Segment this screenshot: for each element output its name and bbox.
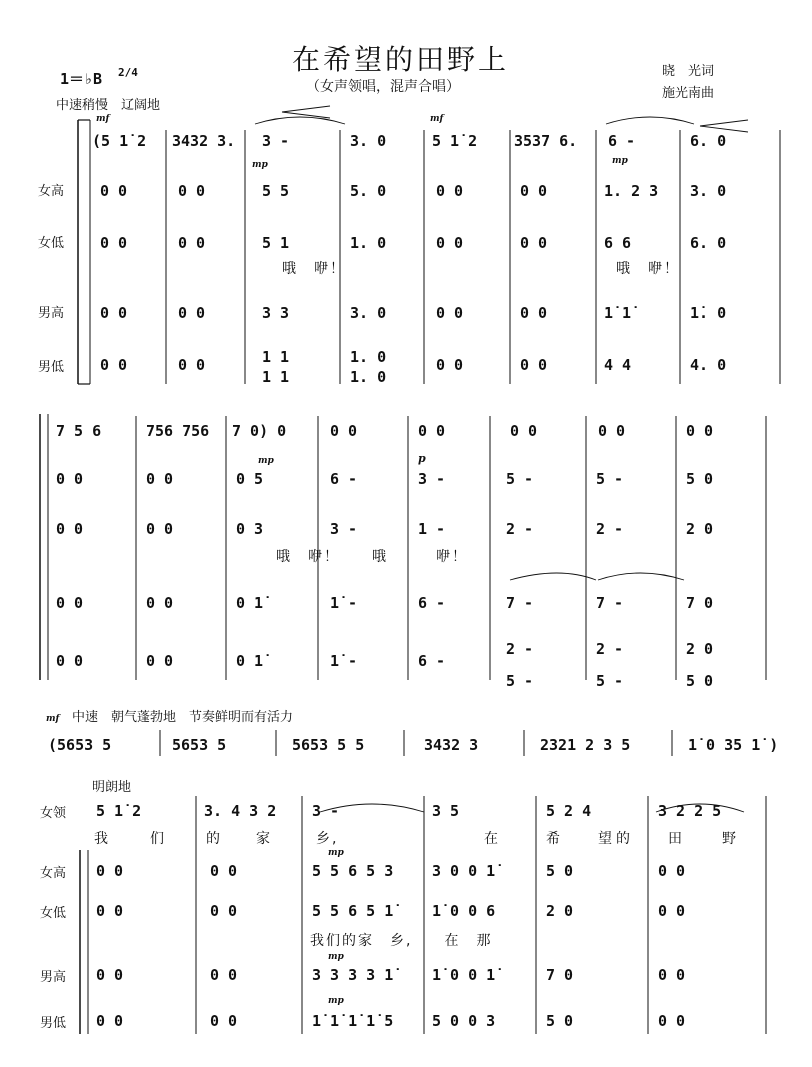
lyric-line: 哦 咿！ 哦 咿！ xyxy=(276,549,468,565)
lead-lyric: 我 xyxy=(94,831,110,847)
part-label-alto-1: 女低 xyxy=(38,236,65,251)
soprano-measure: 6 - xyxy=(330,470,358,488)
part-label-tenor-1: 男高 xyxy=(38,306,65,321)
intro-measure: 3537 6. xyxy=(514,132,578,150)
alto-measure: 6. 0 xyxy=(690,234,727,252)
interlude-measure: 1̇ 0 35 1̇ ) xyxy=(688,736,779,754)
bass-measure: 5 0 xyxy=(546,1012,574,1030)
dynamic-p: p xyxy=(418,452,426,465)
bass-measure: 4. 0 xyxy=(690,356,727,374)
soprano-measure: 5. 0 xyxy=(350,182,387,200)
bass-measure: 5 0 0 3 xyxy=(432,1012,496,1030)
alto-measure: 0 0 xyxy=(56,520,84,538)
lead-measure: 5 2 4 xyxy=(546,802,592,820)
alto-measure: 2 - xyxy=(506,520,534,538)
soprano-measure: 5 - xyxy=(506,470,534,488)
part-label-soprano-2: 女高 xyxy=(40,866,67,881)
soprano-measure: 5 0 xyxy=(686,470,714,488)
dynamic-mf: mf xyxy=(96,114,110,124)
tenor-measure: 0 0 xyxy=(178,304,206,322)
lyric-line: 哦 咿！ xyxy=(282,261,346,277)
soprano-measure: 0 0 xyxy=(100,182,128,200)
alto-measure: 0 0 xyxy=(210,902,238,920)
alto-measure: 2 0 xyxy=(546,902,574,920)
tempo-marking-2: 中速 朝气蓬勃地 节奏鲜明而有活力 xyxy=(72,710,294,725)
bass-measure: 0 0 xyxy=(658,1012,686,1030)
bass-measure-low: 1 1 xyxy=(262,368,290,386)
soprano-measure: 0 0 xyxy=(56,470,84,488)
tenor-measure: 3 3 xyxy=(262,304,290,322)
bass-measure-low: 5 - xyxy=(506,672,534,690)
tenor-measure: 0 0 xyxy=(56,594,84,612)
tenor-measure: 6 - xyxy=(418,594,446,612)
dynamic-mp: mp xyxy=(258,456,274,466)
intro-measure: 0 0 xyxy=(418,422,446,440)
dynamic-mp: mp xyxy=(328,952,344,962)
bass-measure: 6 - xyxy=(418,652,446,670)
alto-measure: 5 1 xyxy=(262,234,290,252)
intro-measure: 3 - xyxy=(262,132,290,150)
alto-measure: 1. 0 xyxy=(350,234,387,252)
tenor-measure: 7 - xyxy=(596,594,624,612)
lead-lyric: 望 xyxy=(598,831,614,847)
song-title: 在希望的田野上 xyxy=(292,43,510,76)
interlude-measure: 3432 3 xyxy=(424,736,479,754)
soprano-measure: 0 0 xyxy=(96,862,124,880)
tenor-measure: 0 0 xyxy=(520,304,548,322)
alto-measure: 1̇ 0 0 6 xyxy=(432,902,496,920)
soprano-measure: 0 0 xyxy=(210,862,238,880)
soprano-measure: 0 0 xyxy=(658,862,686,880)
tenor-measure: 0 0 xyxy=(436,304,464,322)
intro-measure: 3. 0 xyxy=(350,132,387,150)
intro-measure: 3432 3. xyxy=(172,132,236,150)
part-label-alto-2: 女低 xyxy=(40,906,67,921)
lyric-line: 哦 咿！ xyxy=(616,261,680,277)
intro-measure: 0 0 xyxy=(330,422,358,440)
tenor-measure: 1̇. 0 xyxy=(690,304,727,322)
soprano-measure: 0 0 xyxy=(520,182,548,200)
bass-measure: 0 0 xyxy=(146,652,174,670)
tenor-measure: 3. 0 xyxy=(350,304,387,322)
composer-credit: 施光南曲 xyxy=(662,86,715,101)
bass-measure: 0 1̇ xyxy=(236,652,264,670)
lead-lyric: 田 xyxy=(668,831,684,847)
tenor-measure: 0 0 xyxy=(210,966,238,984)
dynamic-mp: mp xyxy=(612,156,628,166)
soprano-measure: 1. 2 3 xyxy=(604,182,659,200)
tenor-measure: 0 0 xyxy=(100,304,128,322)
part-label-bass-1: 男低 xyxy=(38,360,65,375)
alto-measure: 0 0 xyxy=(178,234,206,252)
bass-measure: 1 1 xyxy=(262,348,290,366)
intro-measure: 7 0) 0 xyxy=(232,422,287,440)
interlude-measure: 5653 5 5 xyxy=(292,736,365,754)
alto-measure: 5 5 6 5 1̇ xyxy=(312,902,394,920)
dynamic-mp: mp xyxy=(328,848,344,858)
lead-lyric: 们 xyxy=(150,831,166,847)
lead-lyric: 野 xyxy=(722,831,738,847)
key-signature: 1＝♭B xyxy=(60,70,103,88)
alto-measure: 1 - xyxy=(418,520,446,538)
lead-measure: 3 - xyxy=(312,802,340,820)
tempo-marking-1: 中速稍慢 辽阔地 xyxy=(56,98,161,113)
soprano-measure: 3 - xyxy=(418,470,446,488)
bass-measure: 2 0 xyxy=(686,640,714,658)
dynamic-mp: mp xyxy=(252,160,268,170)
alto-measure: 0 0 xyxy=(658,902,686,920)
tenor-measure: 0 0 xyxy=(96,966,124,984)
alto-measure: 0 0 xyxy=(146,520,174,538)
soprano-measure: 5 5 xyxy=(262,182,290,200)
alto-measure: 0 0 xyxy=(520,234,548,252)
part-label-lead: 女领 xyxy=(40,806,67,821)
lead-lyric: 的 xyxy=(616,831,632,847)
soprano-measure: 5 5 6 5 3 xyxy=(312,862,394,880)
soprano-measure: 0 0 xyxy=(436,182,464,200)
bass-measure: 1̇ - xyxy=(330,652,358,670)
expression-marking: 明朗地 xyxy=(92,780,132,795)
dynamic-mf: mf xyxy=(430,114,444,124)
dynamic-mf: mf xyxy=(46,714,60,724)
interlude-measure: 2321 2 3 5 xyxy=(540,736,631,754)
intro-measure: 6. 0 xyxy=(690,132,727,150)
bass-measure-low: 5 - xyxy=(596,672,624,690)
interlude-measure: 5653 5 xyxy=(172,736,227,754)
soprano-measure: 0 0 xyxy=(178,182,206,200)
alto-measure: 2 - xyxy=(596,520,624,538)
lead-measure: 3 2 2 5 xyxy=(658,802,722,820)
interlude-measure: (5653 5 xyxy=(48,736,112,754)
bass-measure-low: 5 0 xyxy=(686,672,714,690)
tenor-measure: 7 0 xyxy=(546,966,574,984)
bass-measure-low: 1. 0 xyxy=(350,368,387,386)
bass-measure: 1̇ 1̇ 1̇ 1̇ 5 xyxy=(312,1012,394,1030)
tenor-measure: 3 3 3 3 1̇ xyxy=(312,966,394,984)
alto-measure: 0 0 xyxy=(436,234,464,252)
soprano-measure: 0 5 xyxy=(236,470,264,488)
part-label-bass-2: 男低 xyxy=(40,1016,67,1031)
bass-measure: 0 0 xyxy=(96,1012,124,1030)
bass-measure: 0 0 xyxy=(436,356,464,374)
intro-measure: 0 0 xyxy=(686,422,714,440)
alto-lyric-line: 我们的家 乡, 在 那 xyxy=(310,933,493,949)
bass-measure: 0 0 xyxy=(100,356,128,374)
lyricist-credit: 晓 光词 xyxy=(662,64,715,79)
lead-lyric: 的 xyxy=(206,831,222,847)
soprano-measure: 3 0 0 1̇ xyxy=(432,862,496,880)
tenor-measure: 7 - xyxy=(506,594,534,612)
bass-measure: 0 0 xyxy=(520,356,548,374)
bass-measure: 4 4 xyxy=(604,356,632,374)
alto-measure: 6 6 xyxy=(604,234,632,252)
tenor-measure: 1̇ 1̇ xyxy=(604,304,632,322)
dynamic-mp: mp xyxy=(328,996,344,1006)
bass-measure: 0 0 xyxy=(178,356,206,374)
alto-measure: 0 0 xyxy=(100,234,128,252)
soprano-measure: 3. 0 xyxy=(690,182,727,200)
soprano-measure: 5 - xyxy=(596,470,624,488)
bass-measure: 0 0 xyxy=(210,1012,238,1030)
soprano-measure: 0 0 xyxy=(146,470,174,488)
intro-measure: 0 0 xyxy=(510,422,538,440)
tenor-measure: 0 1̇ xyxy=(236,594,264,612)
tenor-measure: 1̇ - xyxy=(330,594,358,612)
tenor-measure: 1̇ 0 0 1̇ xyxy=(432,966,496,984)
time-signature: 2/4 xyxy=(118,66,138,79)
tenor-measure: 0 0 xyxy=(658,966,686,984)
lead-lyric: 乡, xyxy=(316,831,339,847)
bass-measure: 1. 0 xyxy=(350,348,387,366)
bass-measure: 2 - xyxy=(596,640,624,658)
soprano-measure: 5 0 xyxy=(546,862,574,880)
lead-lyric: 家 xyxy=(256,831,272,847)
lead-measure: 3. 4 3 2 xyxy=(204,802,277,820)
part-label-soprano-1: 女高 xyxy=(38,184,65,199)
intro-measure: 6 - xyxy=(608,132,636,150)
lead-lyric: 在 xyxy=(484,831,500,847)
lead-measure: 5 1̇ 2 xyxy=(96,802,142,820)
alto-measure: 3 - xyxy=(330,520,358,538)
intro-measure: (5 1̇ 2 xyxy=(92,132,147,150)
intro-measure: 756 756 xyxy=(146,422,210,440)
lead-lyric: 希 xyxy=(546,831,562,847)
intro-measure: 0 0 xyxy=(598,422,626,440)
intro-measure: 7 5 6 xyxy=(56,422,102,440)
lead-measure: 3 5 xyxy=(432,802,460,820)
tenor-measure: 7 0 xyxy=(686,594,714,612)
tenor-measure: 0 0 xyxy=(146,594,174,612)
alto-measure: 0 3 xyxy=(236,520,264,538)
part-label-tenor-2: 男高 xyxy=(40,970,67,985)
alto-measure: 2 0 xyxy=(686,520,714,538)
alto-measure: 0 0 xyxy=(96,902,124,920)
song-subtitle: （女声领唱，混声合唱） xyxy=(306,79,460,95)
intro-measure: 5 1̇ 2 xyxy=(432,132,478,150)
bass-measure: 2 - xyxy=(506,640,534,658)
bass-measure: 0 0 xyxy=(56,652,84,670)
